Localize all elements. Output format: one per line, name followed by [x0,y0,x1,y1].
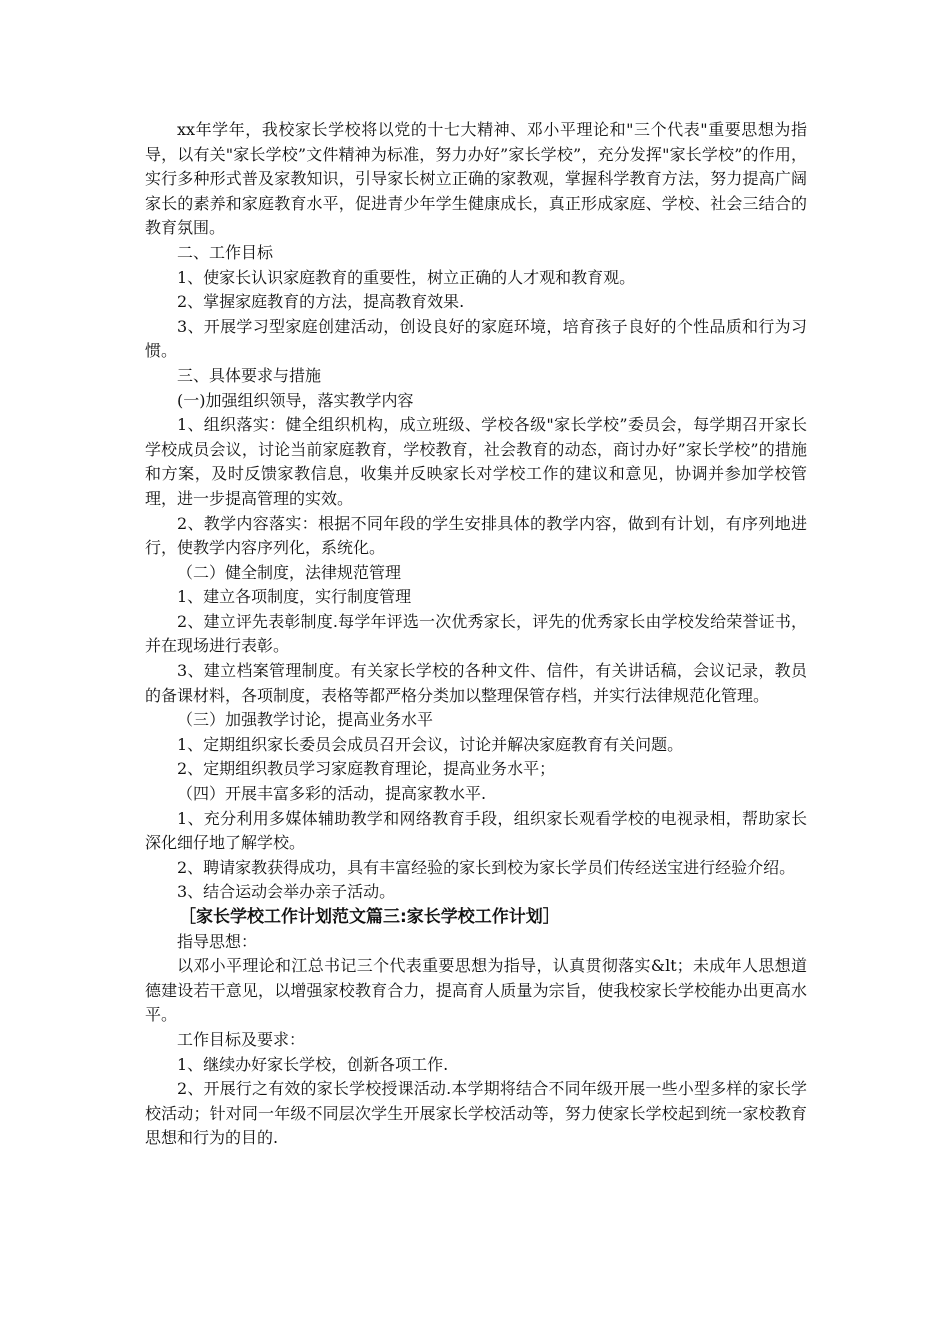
measure-item: 1、建立各项制度，实行制度管理 [177,587,412,607]
measure-item: 1、定期组织家长委员会成员召开会议，讨论并解决家庭教育有关问题。 [177,734,684,754]
subsection-title-3: （三）加强教学讨论，提高业务水平 [177,710,434,730]
intro-paragraph: xx年学年，我校家长学校将以党的十七大精神、邓小平理论和"三个代表"重要思想为指导，以有关"家长学校”文件精神为标准，努力办好”家长学校”，充分发挥"家长学校”的作用，实行多种形式普及家教知识，引导家长树立正确的家教观，掌握科学教育方法，努力提高广阔家长的素养和家庭教育水平，促进青少年学生健康成长，真正形成家庭、学校、社会三结合的教育氛围。 [145,120,807,238]
guiding-thought-paragraph: 以邓小平理论和江总书记三个代表重要思想为指导，认真贯彻落实&lt；未成年人思想道德建设若干意见，以增强家校教育合力，提高育人质量为宗旨，使我校家长学校能办出更高水平。 [145,956,807,1025]
measure-item: 2、教学内容落实：根据不同年段的学生安排具体的教学内容，做到有计划，有序列地进行，使教学内容序列化，系统化。 [145,513,807,558]
section-title-work-goals: 二、工作目标 [177,242,274,262]
measure-item: 3、建立档案管理制度。有关家长学校的各种文件、信件，有关讲话稿，会议记录，教员的备课材料，各项制度，表格等都严格分类加以整理保管存档，并实行法律规范化管理。 [145,661,807,705]
goal-item-3: 3、开展学习型家庭创建活动，创设良好的家庭环境，培育孩子良好的个性品质和行为习惯。 [145,316,807,361]
article-section-heading: ［家长学校工作计划范文篇三:家长学校工作计划］ [179,907,560,927]
measure-item: 2、建立评先表彰制度.每学年评选一次优秀家长，评先的优秀家长由学校发给荣誉证书，并在现场进行表彰。 [145,611,807,656]
requirement-item-2: 2、开展行之有效的家长学校授课活动.本学期将结合不同年级开展一些小型多样的家长学校活动；针对同一年级不同层次学生开展家长学校活动等，努力使家长学校起到统一家校教育思想和行为的目的. [145,1079,807,1148]
goal-item-2: 2、掌握家庭教育的方法，提高教育效果. [177,292,465,312]
subsection-title-1: (一)加强组织领导，落实教学内容 [177,390,414,410]
goal-item-1: 1、使家长认识家庭教育的重要性，树立正确的人才观和教育观。 [177,267,636,287]
measure-item: 1、充分利用多媒体辅助教学和网络教育手段，组织家长观看学校的电视录相，帮助家长深化细仔地了解学校。 [145,808,807,853]
goals-requirements-label: 工作目标及要求： [177,1029,306,1049]
subsection-title-2: （二）健全制度，法律规范管理 [177,562,402,582]
requirement-item-1: 1、继续办好家长学校，创新各项工作. [177,1054,449,1074]
guiding-thought-label: 指导思想： [177,931,258,951]
measure-item: 2、定期组织教员学习家庭教育理论，提高业务水平； [177,759,556,779]
subsection-title-4: （四）开展丰富多彩的活动，提高家教水平. [177,784,487,804]
measure-item: 2、聘请家教获得成功，具有丰富经验的家长到校为家长学员们传经送宝进行经验介绍。 [177,857,796,877]
document-body [145,118,807,1151]
measure-item: 1、组织落实：健全组织机构，成立班级、学校各级"家长学校”委员会，每学期召开家长学校成员会议，讨论当前家庭教育，学校教育，社会教育的动态，商讨办好”家长学校”的措施和方案，及时反馈家教信息，收集并反映家长对学校工作的建议和意见，协调并参加学校管理，进一步提高管理的实效。 [145,415,807,508]
section-title-measures: 三、具体要求与措施 [177,365,322,385]
measure-item: 3、结合运动会举办亲子活动。 [177,882,396,902]
